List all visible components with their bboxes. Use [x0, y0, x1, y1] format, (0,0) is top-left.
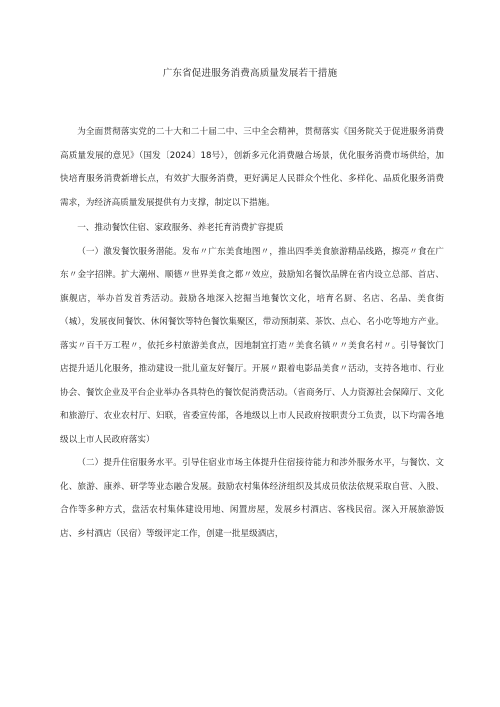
section-heading: 一、推动餐饮住宿、家政服务、养老托育消费扩容提质	[77, 223, 284, 233]
document-title: 广东省促进服务消费高质量发展若干措施	[162, 68, 338, 79]
intro-paragraph: 为全面贯彻落实党的二十大和二十届二中、三中全会精神，贯彻落实《国务院关于促进服务消费高质量发展的意见》（国发〔2024〕18号），创新多元化消费融合场景，优化服务消费市场供给，加快培育服务消费新增长点，有效扩大服务消费，更好满足人民群众个性化、多样化、品质化服务消费需求，为经济高质量发展提供有力支撑，制定以下措施。	[60, 127, 444, 208]
body-paragraph: （二）提升住宿服务水平。引导住宿业市场主体提升住宿接待能力和涉外服务水平，与餐饮、文化、旅游、康养、研学等业态融合发展。鼓励农村集体经济组织及其成员依法依规采取自营、入股、合作等多种方式，盘活农村集体建设用地、闲置房屋，发展乡村酒店、客栈民宿。深入开展旅游饭店、乡村酒店（民宿）等级评定工作，创建一批星级酒店，	[60, 458, 444, 539]
body-paragraph: （一）激发餐饮服务潜能。发布〃广东美食地图〃，推出四季美食旅游精品线路，擦亮〃食在广东〃金字招牌。扩大潮州、顺德〃世界美食之都〃效应，鼓励知名餐饮品牌在省内设立总部、首店、旗舰店，举办首发首秀活动。鼓励各地深入挖掘当地餐饮文化，培育名厨、名店、名品、美食街（城），发展夜间餐饮、休闲餐饮等特色餐饮集聚区，带动预制菜、茶饮、点心、名小吃等地方产业。落实〃百千万工程〃，依托乡村旅游美食点，因地制宜打造〃美食名镇〃〃美食名村〃。引导餐饮门店提升适儿化服务，推动建设一批儿童友好餐厅。开展〃跟着电影品美食〃活动，支持各地市、行业协会、餐饮企业及平台企业举办各具特色的餐饮促消费活动。（省商务厅、人力资源社会保障厅、文化和旅游厅、农业农村厅、妇联，省委宣传部，各地级以上市人民政府按职责分工负责，以下均需各地级以上市人民政府落实）	[60, 246, 444, 445]
document-body	[60, 121, 444, 546]
